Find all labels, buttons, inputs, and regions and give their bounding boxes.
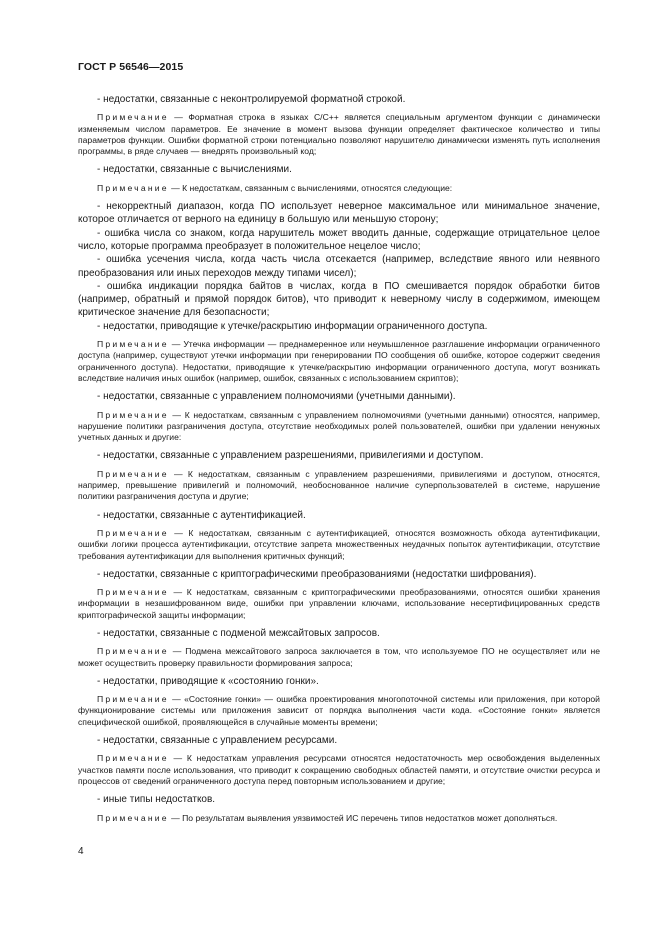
list-item: - недостатки, связанные с подменой межсайтовых запросов. <box>97 627 380 639</box>
list-item: - некорректный диапазон, когда ПО использует неверное максимальное или минимальное значение, которое отличается от верного на единицу в большую или меньшую сторону; <box>78 201 600 226</box>
note-paragraph <box>78 410 600 444</box>
note-paragraph <box>78 469 600 503</box>
document-header: ГОСТ Р 56546—2015 <box>78 61 184 73</box>
list-item: - недостатки, связанные с криптографическими преобразованиями (недостатки шифрования). <box>97 568 537 580</box>
note-paragraph <box>78 528 600 562</box>
note-paragraph <box>78 753 600 787</box>
note-text: — К недостаткам, связанным с аутентификацией, относятся возможность обхода аутентификации, ошибки логики процесса аутентификации, отсутствие запрета множественных неудачных попыток аутентификации, отсутствие требования аутентификации для выполнения критичных функций; <box>78 527 600 561</box>
note-text: — Утечка информации — преднамеренное или неумышленное разглашение информации ограниченного доступа (например, существуют утечки информации при генерировании ПО сообщения об ошибке, которое содержит сведения ограниченного доступа). Недостатки, приводящие к утечке/раскрытию информации ограниченного доступа, могут возникать вследствие наличия иных ошибок (например, ошибок, связанных с использованием скриптов); <box>78 339 600 383</box>
note-text: — К недостаткам управления ресурсами относятся недостаточность мер освобождения выделенных участков памяти после использования, что приводит к сокращению свободных областей памяти, и отсутствие очистки ресурса и процессов от сведений ограниченного доступа перед повторным использованием и другие; <box>78 753 600 786</box>
note-paragraph <box>78 646 600 669</box>
note-text: — Подмена межсайтового запроса заключается в том, что используемое ПО не осуществляет или не может осуществить проверку правильности формирования запроса; <box>78 646 600 668</box>
note-label: Примечание <box>97 812 169 823</box>
note-text: — К недостаткам, связанным с криптографическими преобразованиями, относятся ошибки хранения информации в незашифрованном виде, ошибки при управлении ключами, использование несертифицированных средств криптографической защиты информации; <box>78 587 600 620</box>
note-label: Примечание <box>97 527 169 538</box>
list-item: - ошибка усечения числа, когда часть числа отсекается (например, вследствие явного или неявного преобразования или иных переходов между типами чисел); <box>78 254 600 279</box>
list-item: - недостатки, связанные с управлением полномочиями (учетными данными). <box>97 391 456 403</box>
page-number: 4 <box>78 846 84 857</box>
list-item: - ошибка индикации порядка байтов в числах, когда в ПО смешивается порядок обработки битов (например, обратный и прямой порядок битов), что приводит к неверному числу в содержимом, имеющем критическое значение для безопасности; <box>78 280 600 319</box>
document-body <box>78 93 600 830</box>
note-label: Примечание <box>97 694 169 705</box>
list-item: - ошибка числа со знаком, когда нарушитель может вводить данные, содержащие отрицательное целое число, которые программа преобразует в положительное нецелое число; <box>78 227 600 252</box>
note-paragraph <box>78 694 600 728</box>
note-label: Примечание <box>97 753 169 764</box>
note-text: — «Состояние гонки» — ошибка проектирования многопоточной системы или приложения, при которой функционирование системы или приложения зависит от порядка выполнения части кода. «Состояние гонки» является специфической ошибкой, проявляющейся в случайные моменты времени; <box>78 694 600 727</box>
note-text: — К недостаткам, связанным с управлением разрешениями, привилегиями и доступом, относятся, например, превышение привилегий и полномочий, необоснованное наличие суперпользователей в системе, нарушение политики разграничения доступа и другие; <box>78 468 600 502</box>
note-paragraph <box>78 112 600 157</box>
note-label: Примечание <box>97 587 169 598</box>
note-text: — Форматная строка в языках C/C++ является специальным аргументом функции с динамически изменяемым числом параметров. Ее значение в момент вызова функции определяет фактическое количество и типы параметров функции. Ошибки форматной строки потенциально позволяют нарушителю динамически изменять путь исполнения программы, в ряде случаев — внедрять произвольный код; <box>78 112 600 157</box>
note-text: — К недостаткам, связанным с управлением полномочиями (учетными данными) относятся, например, нарушение политики разграничения доступа, отсутствие необходимых ролей пользователей, ошибки при удалении ненужных учетных данных и другие: <box>78 409 600 443</box>
note-text: — К недостаткам, связанным с вычислениями, относятся следующие: <box>168 182 453 193</box>
note-paragraph <box>78 813 600 824</box>
note-label: Примечание <box>97 468 169 479</box>
note-label: Примечание <box>97 112 169 123</box>
note-label: Примечание <box>97 409 169 420</box>
note-paragraph <box>78 339 600 384</box>
list-item: - иные типы недостатков. <box>97 794 216 806</box>
list-item: - недостатки, связанные с управлением ресурсами. <box>97 735 338 747</box>
note-label: Примечание <box>97 646 169 657</box>
list-item: - недостатки, связанные с вычислениями. <box>97 164 292 176</box>
note-text: — По результатам выявления уязвимостей ИС перечень типов недостатков может дополняться. <box>168 812 558 823</box>
note-label: Примечание <box>97 182 169 193</box>
list-item: - недостатки, связанные с неконтролируемой форматной строкой. <box>97 94 406 105</box>
note-label: Примечание <box>97 339 169 350</box>
list-item: - недостатки, приводящие к утечке/раскрытию информации ограниченного доступа. <box>97 320 488 332</box>
list-item: - недостатки, связанные с управлением разрешениями, привилегиями и доступом. <box>97 450 484 462</box>
note-paragraph <box>78 183 600 194</box>
list-item: - недостатки, связанные с аутентификацией. <box>97 509 306 521</box>
note-paragraph <box>78 587 600 621</box>
list-item: - недостатки, приводящие к «состоянию гонки». <box>97 675 319 687</box>
